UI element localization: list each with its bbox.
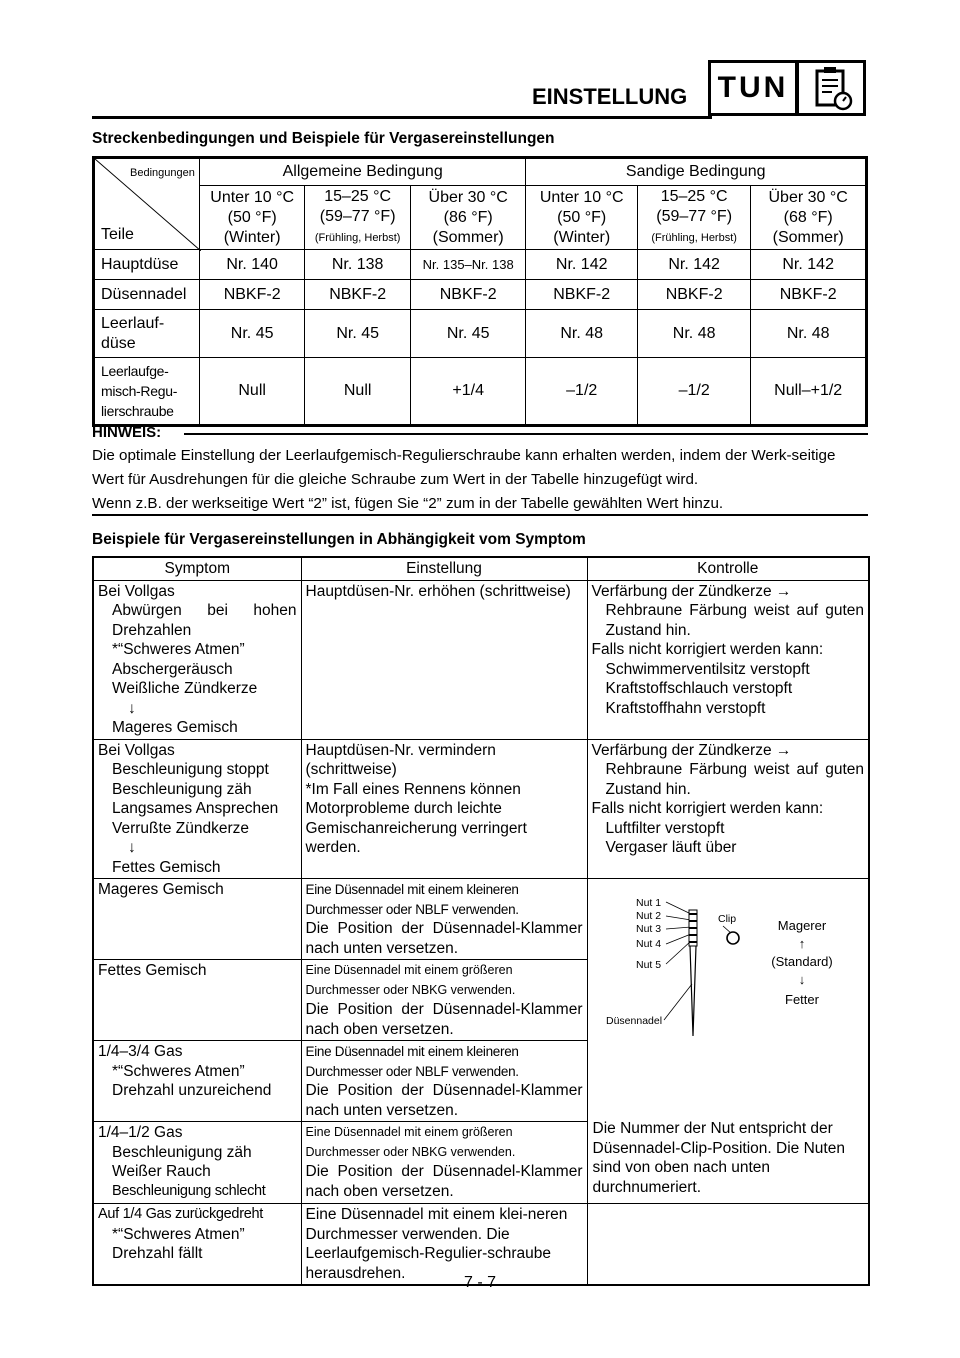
table-cell: Nr. 45 [410,310,526,358]
clipboard-stopwatch-icon [796,60,866,116]
text-line: Weißer Rauch [112,1163,211,1180]
text-line: Die Position der Düsennadel-Klammer nach oben versetzen. [305,1163,583,1200]
text-line: Falls nicht korrigiert werden kann: [591,641,824,658]
leaner-label: Magerer [777,918,826,933]
page-title: EINSTELLUNG [532,84,688,109]
table-cell: Fettes Gemisch [93,960,301,1041]
corner-conditions-label: Bedingungen [130,167,195,179]
table-cell [301,879,587,960]
table-cell [301,1204,587,1286]
text-line [94,186,867,250]
text-line: Fettes Gemisch [112,858,221,876]
text-line: *“Schweres Atmen” [112,1225,245,1243]
richer-label: Fetter [784,992,819,1007]
needle-icon [689,910,697,1036]
text-line: (Frühling, Herbst) [651,232,737,244]
groove-2-label: Nut 2 [635,910,661,922]
text-line: Kraftstoffschlauch verstopft [605,680,793,697]
table-cell [587,1204,869,1286]
table-cell: –1/2 [637,358,750,426]
text-line: (59–77 °F) [319,208,396,225]
text-line: Verrußte Zündkerze [112,819,249,837]
text-line: Kraftstoffhahn verstopft [605,699,766,717]
groove-1-label: Nut 1 [635,897,661,909]
table-cell [301,960,587,1041]
table-row [93,739,869,879]
table-cell [94,310,200,358]
text-line: (Sommer) [432,228,504,246]
section1-title: Streckenbedingungen und Beispiele für Vergasereinstellungen [92,130,555,147]
col-header [637,186,750,250]
text-line: (59–77 °F) [656,208,733,225]
text-line: 15–25 °C [324,188,392,205]
text-line: (50 °F) [227,208,277,226]
table-cell [93,1204,301,1286]
table-cell: NBKF-2 [199,280,305,310]
table-cell [93,1041,301,1122]
col-setting: Einstellung [301,557,587,580]
table-row [93,879,869,960]
table-cell: –1/2 [526,358,637,426]
section2-title: Beispiele für Vergasereinstellungen in Abhängigkeit vom Symptom [92,531,586,548]
table-cell [93,580,301,739]
text-line: Die Position der Düsennadel-Klammer nach oben versetzen. [305,1001,583,1038]
text-line: (86 °F) [443,208,493,226]
table-cell: Nr. 142 [637,250,750,280]
table-row [93,1204,869,1286]
table-cell: Mageres Gemisch [93,879,301,960]
text-line: Weißliche Zündkerze [112,680,258,697]
clip-icon [727,932,739,944]
text-line: Drehzahl unzureichend [112,1082,272,1099]
text-line: Schwimmerventilsitz verstopft [605,660,810,678]
text-line: (68 °F) [783,208,833,226]
table-cell: NBKF-2 [751,280,867,310]
table-row [94,310,867,358]
needle-label: Düsennadel [605,1015,662,1027]
table-cell [93,1122,301,1204]
text-line: (Frühling, Herbst) [314,232,401,244]
text-line: Beschleunigung stoppt [112,761,269,778]
text-line: Leerlauf- [101,314,165,332]
note-end-rule [92,514,868,516]
text-line: ↓ [128,839,136,856]
arrow-down-icon: ↓ [798,972,805,987]
text-line [94,158,867,186]
text-line: Unter 10 °C [539,188,624,206]
table-cell [94,358,200,426]
table-cell [301,580,587,739]
col-header [751,186,867,250]
col-header [410,186,526,250]
table-cell: Null [199,358,305,426]
table-cell: Nr. 48 [637,310,750,358]
text-line: (Winter) [223,228,281,246]
table-cell: NBKF-2 [305,280,410,310]
table-cell: +1/4 [410,358,526,426]
header-rule [92,116,712,119]
table-cell: NBKF-2 [637,280,750,310]
table-cell: Nr. 135–Nr. 138 [410,250,526,280]
text-line: Über 30 °C [768,188,848,206]
text-line: Die Position der Düsennadel-Klammer nach unten versetzen. [305,1082,583,1119]
text-line: Auf 1/4 Gas zurückgedreht [98,1206,263,1222]
text-line: Unter 10 °C [210,188,295,206]
table-cell: Nr. 142 [751,250,867,280]
corner-parts-label: Teile [101,226,134,243]
note-text: Die optimale Einstellung der Leerlaufgemisch-Regulierschraube kann erhalten werden, indem der Werk-seitige Wert für Ausdrehungen für die gleiche Schraube zum Wert in der Tabelle hinzugefügt wird. Wenn z.B. der werkseitige Wert “2” ist, fügen Sie “2” zum in der Tabelle gewählten Wert hinzu. [92,447,836,512]
table-row [93,580,869,739]
text-line: 1/4–3/4 Gas [98,1043,183,1060]
page-number: 7 - 7 [463,1274,496,1291]
text-line: Luftfilter verstopft [605,819,725,837]
text-line: Hauptdüsen-Nr. vermindern (schrittweise) [305,741,496,778]
table-cell [301,1122,587,1204]
text-line: 1/4–1/2 Gas [98,1124,183,1141]
note-rule [184,433,868,435]
table-cell [301,1041,587,1122]
tun-badge: TUN [708,60,798,116]
text-line: (Winter) [553,228,611,246]
needle-diagram-cell [587,879,869,1204]
table-cell: Nr. 140 [199,250,305,280]
table-cell: Nr. 45 [199,310,305,358]
table-cell: Düsennadel [94,280,200,310]
table-cell [587,580,869,739]
text-line: Eine Düsennadel mit einem kleineren Durchmesser oder NBLF verwenden. [305,1044,519,1079]
text-line: Mageres Gemisch [112,719,238,736]
table-cell [587,739,869,879]
groove-3-label: Nut 3 [635,923,661,935]
table-row [94,280,867,310]
table-cell: Null–+1/2 [751,358,867,426]
groove-4-label: Nut 4 [635,938,661,950]
text-line: Rehbraune Färbung weist auf guten Zustand hin. [605,761,864,798]
arrow-up-icon: ↑ [798,936,805,951]
text-line: Bei Vollgas [98,582,175,600]
text-line: Beschleunigung zäh [112,780,252,798]
text-line: Eine Düsennadel mit einem klei-neren Durchmesser verwenden. Die Leerlaufgemisch-Regulier-schraube herausdrehen. [305,1206,568,1282]
table-cell: Hauptdüse [94,250,200,280]
table-cell [301,739,587,879]
text-line [93,557,869,580]
text-line: *“Schweres Atmen” [112,1062,245,1080]
table-cell: Nr. 138 [305,250,410,280]
table-cell: Null [305,358,410,426]
text-line: Drehzahl fällt [112,1245,203,1262]
groove-5-label: Nut 5 [635,959,661,971]
text-line: Verfärbung der Zündkerze → [591,582,792,600]
text-line: Leerlaufge- [101,363,169,379]
text-line: Vergaser läuft über [605,839,737,856]
text-line: Langsames Ansprechen [112,800,279,817]
text-line: Über 30 °C [428,188,508,206]
col-symptom: Symptom [93,557,301,580]
diagram-note: Die Nummer der Nut entspricht der Düsennadel-Clip-Position. Die Nuten sind von oben nach unten durchnumeriert. [592,1120,845,1196]
group-general: Allgemeine Bedingung [199,158,526,186]
col-header [305,186,410,250]
table-row [94,250,867,280]
text-line: Beschleunigung zäh [112,1143,252,1161]
text-line: misch-Regu- [101,383,178,399]
group-sandy: Sandige Bedingung [526,158,867,186]
text-line: Falls nicht korrigiert werden kann: [591,800,824,817]
text-line: Abschergeräusch [112,660,233,678]
text-line: ↓ [128,699,136,717]
table-cell: Nr. 142 [526,250,637,280]
text-line: Verfärbung der Zündkerze → [591,741,792,759]
text-line: lierschraube [101,403,174,419]
text-line: 15–25 °C [660,188,728,205]
note-label: HINWEIS: [92,424,162,441]
text-line: Rehbraune Färbung weist auf guten Zustand hin. [605,602,864,639]
col-header [199,186,305,250]
table-cell: Nr. 45 [305,310,410,358]
text-line: Bei Vollgas [98,741,175,759]
text-line: Hauptdüsen-Nr. erhöhen (schrittweise) [305,582,571,600]
clip-label: Clip [717,913,736,925]
col-header [526,186,637,250]
col-check: Kontrolle [587,557,869,580]
text-line: *“Schweres Atmen” [112,641,245,658]
text-line: Eine Düsennadel mit einem kleineren Durchmesser oder NBLF verwenden. [305,882,519,917]
table-cell: NBKF-2 [410,280,526,310]
text-line: Eine Düsennadel mit einem größeren Durchmesser oder NBKG verwenden. [305,963,516,997]
text-line: Beschleunigung schlecht [112,1182,266,1199]
text-line: Die Position der Düsennadel-Klammer nach unten versetzen. [305,920,583,957]
table-cell: Nr. 48 [526,310,637,358]
text-line: Eine Düsennadel mit einem größeren Durchmesser oder NBKG verwenden. [305,1125,516,1159]
table-cell [93,739,301,879]
text-line: Abwürgen bei hohen Drehzahlen [112,602,297,639]
table-row [94,358,867,426]
text-line: *Im Fall eines Rennens können Motorprobleme durch leichte Gemischanreicherung verringert werden. [305,780,527,856]
text-line: (Sommer) [772,228,844,246]
text-line: düse [101,334,136,352]
table-cell: Nr. 48 [751,310,867,358]
table-corner [94,158,200,250]
jet-needle-diagram [592,884,864,1044]
jet-settings-table [92,156,868,427]
text-line: (50 °F) [557,208,607,226]
symptom-table [92,556,870,1286]
table-cell: NBKF-2 [526,280,637,310]
standard-label: (Standard) [770,954,833,969]
